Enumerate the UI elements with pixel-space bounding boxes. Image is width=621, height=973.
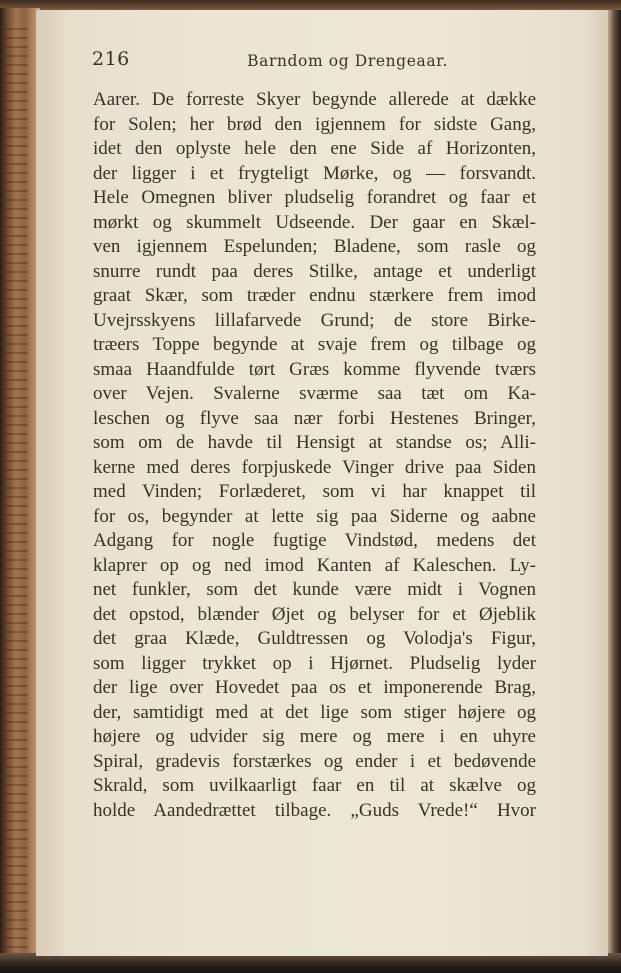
spine-binding-texture — [4, 28, 28, 948]
text-line: mørkt og skummelt Udseende. Der gaar en Skæl- — [93, 211, 536, 233]
text-line: net funkler, som det kunde være midt i Vognen — [93, 579, 536, 600]
text-line: smaa Haandfulde tørt Græs komme flyvende tværs — [93, 358, 536, 380]
text-line: højere og udvider sig mere og mere i en uhyre — [93, 726, 536, 747]
text-line: holde Aandedrættet tilbage. „Guds Vrede!“ Hvor — [93, 799, 536, 821]
page-right-edge — [607, 10, 621, 955]
text-line: snurre rundt paa deres Stilke, antage et underligt — [93, 260, 536, 282]
text-line: der, samtidigt med at det lige som stiger højere og — [93, 701, 536, 723]
text-line: som ligger trykket op i Hjørnet. Pludselig lyder — [93, 652, 536, 674]
text-line: Uvejrsskyens lillafarvede Grund; de store Birke- — [93, 309, 536, 331]
text-line: som om de havde til Hensigt at standse os; Alli- — [93, 432, 536, 453]
book-spine — [0, 8, 40, 958]
page-header — [92, 48, 448, 78]
text-line: klaprer op og ned imod Kanten af Kaleschen. Ly- — [93, 554, 536, 576]
text-line: der lige over Hovedet paa os et imponerende Brag, — [93, 677, 536, 698]
text-line: Hele Omegnen bliver pludselig forandret og faar et — [93, 187, 536, 208]
text-line: graat Skær, som træder endnu stærkere frem imod — [93, 285, 536, 306]
text-line: Aarer. De forreste Skyer begynde allerede at dække — [93, 89, 536, 110]
text-line: Adgang for nogle fugtige Vindstød, medens det — [93, 530, 536, 551]
text-line: Skrald, som uvilkaarligt faar en til at skælve og — [93, 775, 536, 796]
page-number: 216 — [92, 48, 130, 70]
text-line: kerne med deres forpjuskede Vinger drive paa Siden — [93, 456, 536, 478]
text-line: med Vinden; Forlæderet, som vi har knappet til — [93, 481, 536, 502]
text-line: ven igjennem Espelunden; Bladene, som rasle og — [93, 236, 536, 257]
text-line: leschen og flyve saa nær forbi Hestenes Bringer, — [93, 407, 536, 429]
running-title: Barndom og Drengeaar. — [247, 52, 448, 70]
text-line: idet den oplyste hele den ene Side af Horizonten, — [93, 138, 536, 159]
text-line: træers Toppe begynde at svaje frem og tilbage og — [93, 334, 536, 355]
text-line: der ligger i et frygteligt Mørke, og — forsvandt. — [93, 162, 536, 184]
book-bottom-edge — [0, 953, 621, 973]
text-line: det graa Klæde, Guldtressen og Volodja's Figur, — [93, 628, 536, 649]
body-text — [93, 88, 536, 823]
text-line: over Vejen. Svalerne sværme saa tæt om Ka- — [93, 383, 536, 404]
text-line: for Solen; her brød den igjennem for sidste Gang, — [93, 113, 536, 135]
text-line: for os, begynder at lette sig paa Siderne og aabne — [93, 505, 536, 527]
text-line: det opstod, blænder Øjet og belyser for et Øjeblik — [93, 603, 536, 625]
text-line: Spiral, gradevis forstærkes og ender i et bedøvende — [93, 750, 536, 772]
